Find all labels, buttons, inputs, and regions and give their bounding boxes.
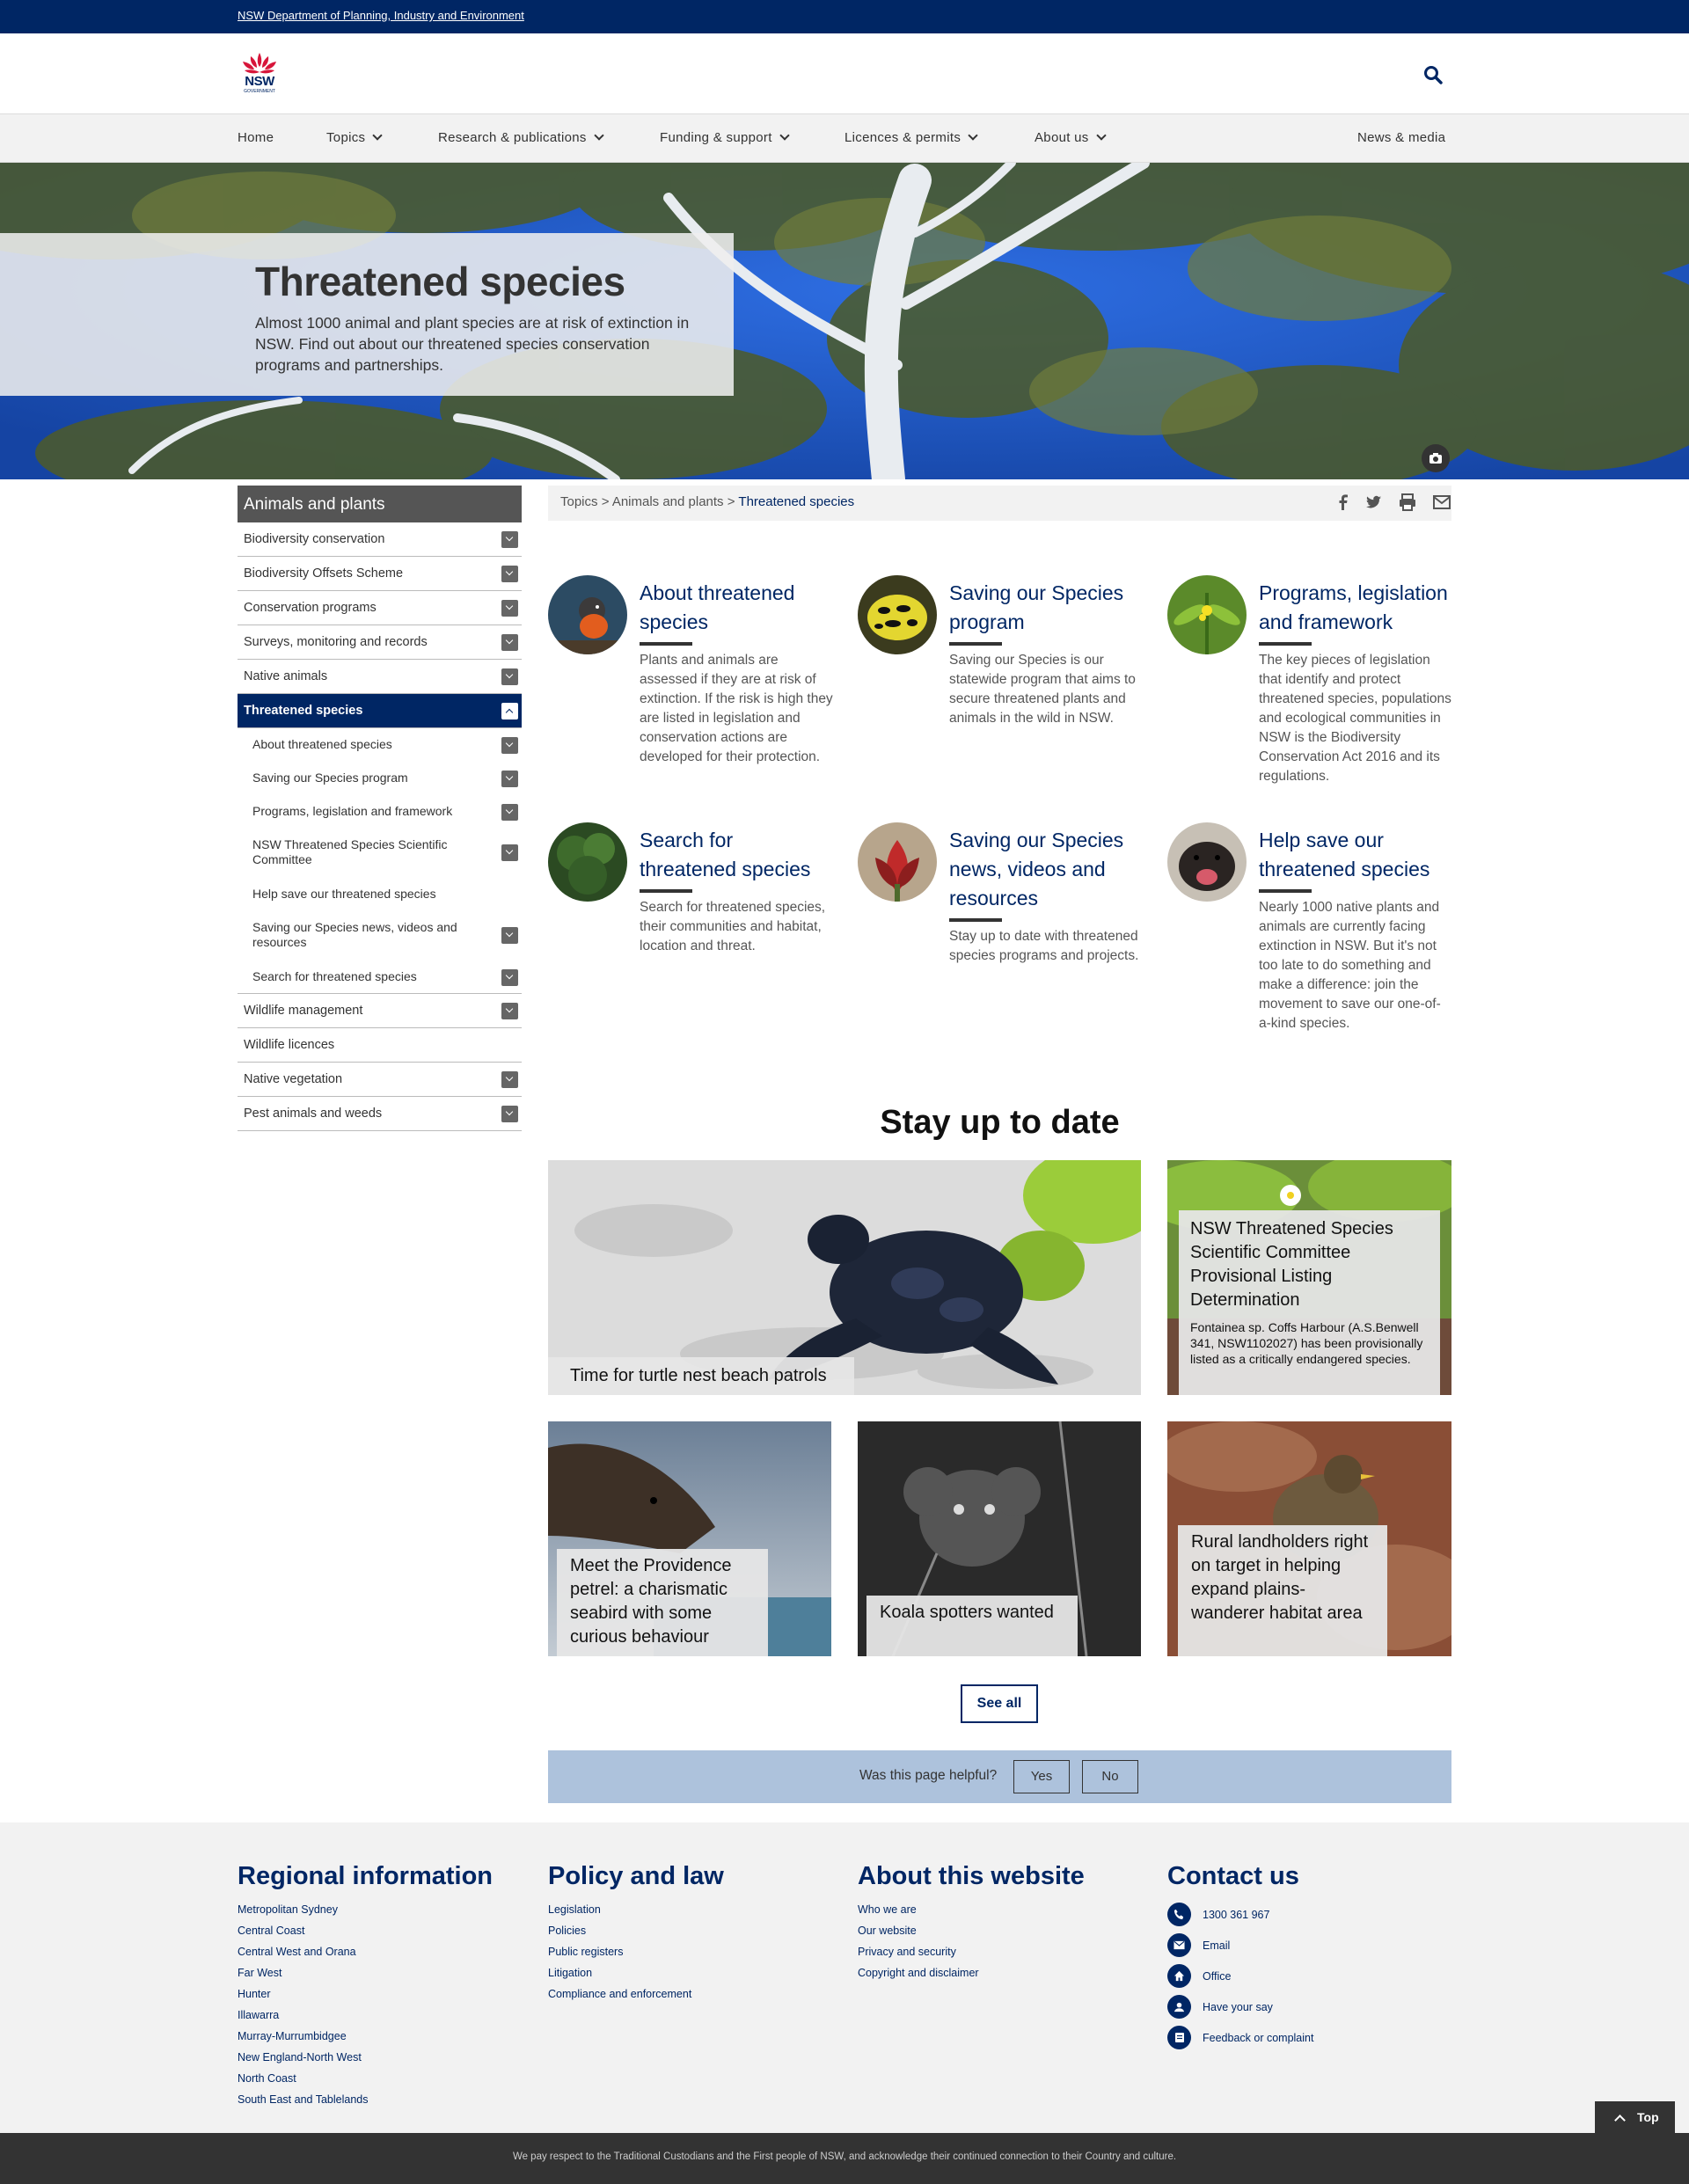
- contact-label: Feedback or complaint: [1203, 2031, 1314, 2044]
- frog-image: [858, 575, 937, 654]
- card-description: The key pieces of legislation that identify and protect threatened species, populations and ecological communities in NSW is the Biodiversity Conservation Act 2016 and its regulations.: [1259, 653, 1451, 784]
- nav-funding[interactable]: [660, 130, 788, 145]
- contact-label: Have your say: [1203, 2000, 1273, 2013]
- news-tile-koala[interactable]: [858, 1421, 1141, 1656]
- sidebar-item-label: Wildlife management: [244, 1004, 363, 1018]
- expand-icon[interactable]: [501, 1071, 518, 1088]
- chevron-down-icon: [968, 130, 977, 140]
- camera-icon[interactable]: [1422, 444, 1450, 472]
- user-icon: [1167, 1995, 1191, 2019]
- nav-research[interactable]: [438, 130, 603, 145]
- breadcrumb-separator: >: [601, 494, 610, 509]
- card-about-threatened[interactable]: [548, 575, 833, 804]
- contact-label: 1300 361 967: [1203, 1908, 1270, 1921]
- footer-contact: [1167, 1862, 1313, 2053]
- sidebar-subitem-label: About threatened species: [252, 737, 392, 751]
- contact-office[interactable]: [1167, 1961, 1313, 1991]
- acknowledgement-text: We pay respect to the Traditional Custodians and the First people of NSW, and acknowledge their continued connection to their Country and culture.: [512, 2151, 1177, 2162]
- expand-icon[interactable]: [501, 668, 518, 685]
- expand-icon[interactable]: [501, 531, 518, 548]
- sidebar: [238, 486, 522, 1131]
- nav-home[interactable]: [238, 130, 274, 145]
- footer-link[interactable]: Far West: [238, 1967, 282, 1979]
- card-search-species[interactable]: [548, 822, 830, 998]
- sidebar-item-pest-animals[interactable]: [238, 1097, 522, 1131]
- card-title[interactable]: Programs, legislation and framework: [1259, 581, 1448, 633]
- sidebar-subitem-label: Saving our Species news, videos and resources: [252, 920, 457, 949]
- news-tile-plains-wanderer[interactable]: [1167, 1421, 1451, 1656]
- footer-regional: [238, 1862, 493, 2110]
- card-programs-legislation[interactable]: [1167, 575, 1449, 804]
- sidebar-item-label: Native animals: [244, 669, 328, 683]
- sidebar-item-native-animals[interactable]: [238, 660, 522, 694]
- yes-button[interactable]: Yes: [1013, 1760, 1070, 1793]
- chevron-down-icon: [373, 130, 383, 140]
- footer-heading: About this website: [858, 1862, 1085, 1890]
- expand-icon[interactable]: [501, 634, 518, 651]
- sidebar-item-label: Biodiversity conservation: [244, 532, 385, 546]
- footer-link[interactable]: South East and Tablelands: [238, 2093, 369, 2106]
- expand-icon[interactable]: [501, 737, 518, 754]
- card-description: Plants and animals are assessed if they are at risk of extinction. If the risk is high they are listed in legislation and conservation actions are developed for their protection.: [640, 653, 833, 764]
- expand-icon[interactable]: [501, 804, 518, 821]
- card-title[interactable]: Saving our Species program: [949, 581, 1124, 633]
- footer-link[interactable]: Central Coast: [238, 1925, 305, 1937]
- sidebar-subitem[interactable]: [238, 728, 522, 762]
- expand-icon[interactable]: [501, 600, 518, 617]
- tile-title: NSW Threatened Species Scientific Committee Provisional Listing Determination: [1190, 1219, 1393, 1310]
- footer-link[interactable]: Illawarra: [238, 2009, 280, 2021]
- footer-heading: Policy and law: [548, 1862, 724, 1890]
- nav-label: Research & publications: [438, 130, 587, 145]
- news-tile-turtle[interactable]: [548, 1160, 1141, 1395]
- contact-email[interactable]: [1167, 1930, 1313, 1961]
- tile-caption: Meet the Providence petrel: a charismatic seabird with some curious behaviour: [557, 1549, 768, 1656]
- back-to-top-button[interactable]: [1595, 2101, 1675, 2133]
- title-underline: [949, 642, 1002, 646]
- nav-label: Home: [238, 130, 274, 145]
- sidebar-item-label: Native vegetation: [244, 1072, 343, 1086]
- tile-caption: Rural landholders right on target in helping expand plains-wanderer habitat area: [1178, 1525, 1387, 1656]
- sidebar-subitem-label: NSW Threatened Species Scientific Committee: [252, 837, 448, 866]
- chevron-down-icon: [779, 130, 789, 140]
- expand-icon[interactable]: [501, 771, 518, 787]
- sidebar-item-label: Wildlife licences: [244, 1038, 335, 1052]
- facebook-icon[interactable]: [1334, 493, 1353, 512]
- feedback-bar: [548, 1750, 1451, 1803]
- tile-caption: Time for turtle nest beach patrols: [548, 1357, 854, 1395]
- red-flower-image: [858, 822, 937, 902]
- breadcrumb-separator: >: [727, 494, 735, 509]
- phone-icon: [1167, 1903, 1191, 1926]
- site-footer: [0, 1822, 1689, 2133]
- home-icon: [1167, 1964, 1191, 1988]
- sidebar-subitem-label: Search for threatened species: [252, 969, 417, 983]
- footer-link[interactable]: Privacy and security: [858, 1946, 956, 1958]
- sidebar-subitem[interactable]: [238, 762, 522, 795]
- no-button[interactable]: No: [1082, 1760, 1138, 1793]
- sidebar-subitem-label: Help save our threatened species: [252, 887, 436, 901]
- sidebar-item-wildlife-management[interactable]: [238, 994, 522, 1028]
- sidebar-item-wildlife-licences[interactable]: [238, 1028, 522, 1063]
- contact-phone[interactable]: [1167, 1899, 1313, 1930]
- nav-label: Licences & permits: [844, 130, 961, 145]
- sidebar-item-label: Pest animals and weeds: [244, 1107, 383, 1121]
- sidebar-item-surveys[interactable]: [238, 625, 522, 660]
- envelope-icon: [1167, 1933, 1191, 1957]
- contact-label: Email: [1203, 1939, 1231, 1952]
- site-header: [0, 33, 1689, 114]
- nsw-logo[interactable]: [238, 51, 282, 97]
- title-underline: [1259, 642, 1312, 646]
- card-title[interactable]: Search for threatened species: [640, 829, 811, 880]
- card-help-save[interactable]: [1167, 822, 1449, 1034]
- expand-icon[interactable]: [501, 969, 518, 986]
- sidebar-item-label: Surveys, monitoring and records: [244, 635, 428, 649]
- breadcrumb: [548, 486, 1451, 521]
- logo-text: NSW: [245, 74, 274, 89]
- title-underline: [949, 918, 1002, 922]
- breadcrumb-current: Threatened species: [738, 494, 855, 509]
- breadcrumb-animals[interactable]: Animals and plants: [611, 494, 724, 509]
- footer-link[interactable]: Copyright and disclaimer: [858, 1967, 979, 1979]
- sidebar-item-offsets[interactable]: [238, 557, 522, 591]
- sidebar-item-label: Conservation programs: [244, 601, 377, 615]
- top-bar: [0, 0, 1689, 33]
- top-label: Top: [1637, 2110, 1659, 2124]
- nav-licences[interactable]: [844, 130, 976, 145]
- news-tile-petrel[interactable]: [548, 1421, 831, 1656]
- card-saving-species[interactable]: [858, 575, 1139, 804]
- stay-up-to-date-heading: Stay up to date: [880, 1104, 1120, 1141]
- footer-heading: Contact us: [1167, 1862, 1299, 1890]
- robin-bird-image: [548, 575, 627, 654]
- news-tile-committee[interactable]: [1167, 1160, 1451, 1395]
- footer-link[interactable]: Hunter: [238, 1988, 271, 2000]
- card-title[interactable]: Saving our Species news, videos and resources: [949, 829, 1124, 909]
- footer-link[interactable]: New England-North West: [238, 2051, 362, 2063]
- breadcrumb-topics[interactable]: Topics: [560, 494, 598, 509]
- footer-heading: Regional information: [238, 1862, 493, 1890]
- expand-icon[interactable]: [501, 1106, 518, 1122]
- footer-link[interactable]: Legislation: [548, 1903, 601, 1916]
- sidebar-item-label: Threatened species: [244, 704, 363, 718]
- search-button[interactable]: [1423, 65, 1446, 88]
- sidebar-subitem[interactable]: [238, 829, 522, 878]
- department-link[interactable]: NSW Department of Planning, Industry and Environment: [238, 9, 524, 22]
- footer-link[interactable]: North Coast: [238, 2072, 296, 2085]
- card-title[interactable]: About threatened species: [640, 581, 795, 633]
- email-icon[interactable]: [1432, 493, 1451, 512]
- expand-icon[interactable]: [501, 566, 518, 582]
- page-title: Threatened species: [255, 259, 625, 304]
- footer-about: [858, 1862, 1085, 1983]
- tile-caption: [1179, 1210, 1440, 1395]
- nav-label: Topics: [326, 130, 366, 145]
- sidebar-item-biodiversity[interactable]: [238, 522, 522, 557]
- contact-have-your-say[interactable]: [1167, 1991, 1313, 2022]
- search-icon: [1423, 65, 1443, 84]
- title-underline: [640, 642, 692, 646]
- contact-feedback[interactable]: [1167, 2022, 1313, 2053]
- acknowledgement-bar: [0, 2133, 1689, 2184]
- comment-icon: [1167, 2026, 1191, 2049]
- footer-policy: [548, 1862, 724, 2005]
- footer-link[interactable]: Murray-Murrumbidgee: [238, 2030, 347, 2042]
- collapse-icon[interactable]: [501, 703, 518, 719]
- footer-link[interactable]: Litigation: [548, 1967, 593, 1979]
- card-description: Stay up to date with threatened species programs and projects.: [949, 929, 1139, 963]
- expand-icon[interactable]: [501, 927, 518, 944]
- footer-link[interactable]: Our website: [858, 1925, 917, 1937]
- sidebar-subitem[interactable]: [238, 795, 522, 829]
- card-news-videos[interactable]: [858, 822, 1139, 998]
- nav-news-media[interactable]: News & media: [1357, 130, 1446, 145]
- title-underline: [1259, 889, 1312, 893]
- devil-image: [1167, 822, 1247, 902]
- hero-banner: [0, 163, 1689, 479]
- sidebar-subitem[interactable]: [238, 911, 522, 961]
- nav-label: Funding & support: [660, 130, 772, 145]
- expand-icon[interactable]: [501, 844, 518, 861]
- footer-link[interactable]: Who we are: [858, 1903, 917, 1916]
- sidebar-heading[interactable]: Animals and plants: [238, 486, 522, 522]
- sidebar-subitem-label: Programs, legislation and framework: [252, 804, 453, 818]
- shrub-image: [548, 822, 627, 902]
- tile-description: Fontainea sp. Coffs Harbour (A.S.Benwell 341, NSW1102027) has been provisionally listed as a critically endangered species.: [1190, 1320, 1423, 1366]
- sidebar-item-native-vegetation[interactable]: [238, 1063, 522, 1097]
- card-description: Nearly 1000 native plants and animals are currently facing extinction in NSW. But it's not too late to do something and make a difference: join the movement to save our one-of-a-kind species.: [1259, 900, 1441, 1031]
- print-icon[interactable]: [1398, 493, 1417, 512]
- see-all-button[interactable]: See all: [961, 1684, 1038, 1723]
- footer-link[interactable]: Public registers: [548, 1946, 624, 1958]
- sidebar-subitem[interactable]: [238, 878, 522, 911]
- chevron-down-icon: [594, 130, 603, 140]
- card-description: Saving our Species is our statewide program that aims to secure threatened plants and animals in the wild in NSW.: [949, 653, 1136, 726]
- nav-about[interactable]: [1035, 130, 1105, 145]
- tile-caption: Koala spotters wanted: [866, 1596, 1078, 1656]
- chevron-down-icon: [1096, 130, 1106, 140]
- twitter-icon[interactable]: [1364, 493, 1383, 512]
- footer-link[interactable]: Policies: [548, 1925, 587, 1937]
- footer-link[interactable]: Compliance and enforcement: [548, 1988, 692, 2000]
- card-description: Search for threatened species, their communities and habitat, location and threat.: [640, 900, 826, 953]
- footer-link[interactable]: Central West and Orana: [238, 1946, 356, 1958]
- hero-subtitle: Almost 1000 animal and plant species are at risk of extinction in NSW. Find out about our threatened species conservation programs and partnerships.: [255, 314, 690, 374]
- sidebar-item-label: Biodiversity Offsets Scheme: [244, 566, 404, 581]
- nav-topics[interactable]: [326, 130, 381, 145]
- chevron-up-icon: [1614, 2115, 1626, 2126]
- sidebar-subitem[interactable]: [238, 961, 522, 994]
- expand-icon[interactable]: [501, 1003, 518, 1019]
- main-nav: [0, 114, 1689, 163]
- feedback-question: Was this page helpful?: [859, 1768, 998, 1783]
- sidebar-subitem-label: Saving our Species program: [252, 771, 408, 785]
- sidebar-item-conservation[interactable]: [238, 591, 522, 625]
- sidebar-item-threatened-species[interactable]: [238, 694, 522, 728]
- contact-label: Office: [1203, 1969, 1232, 1983]
- footer-link[interactable]: Metropolitan Sydney: [238, 1903, 338, 1916]
- plant-flower-image: [1167, 575, 1247, 654]
- logo-subtext: GOVERNMENT: [244, 89, 275, 94]
- card-title[interactable]: Help save our threatened species: [1259, 829, 1430, 880]
- title-underline: [640, 889, 692, 893]
- nav-label: About us: [1035, 130, 1089, 145]
